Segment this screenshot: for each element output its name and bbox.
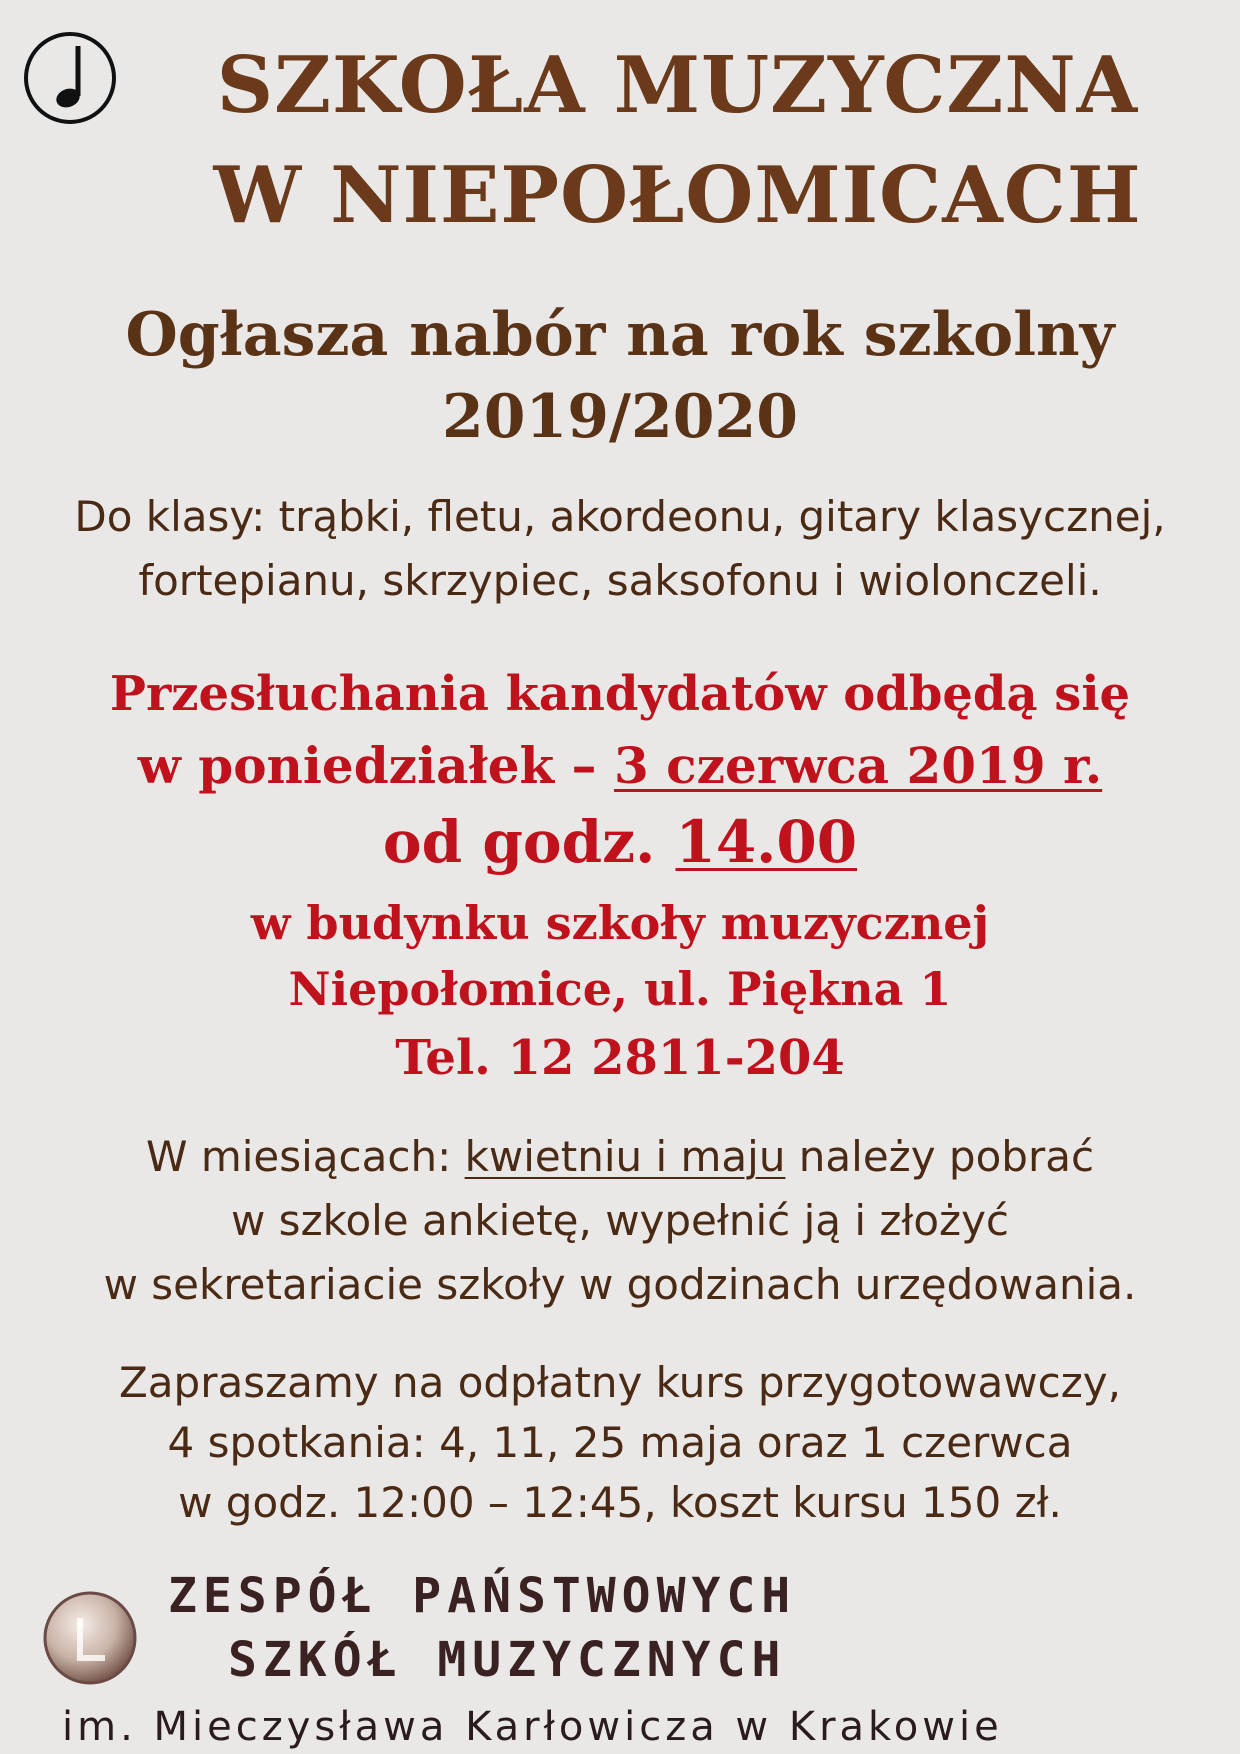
location-line2: Niepołomice, ul. Piękna 1	[288, 962, 952, 1016]
school-title-line1: SZKOŁA MUZYCZNA	[216, 40, 1139, 131]
forms-months: kwietniu i maju	[464, 1132, 786, 1181]
audition-date: 3 czerwca 2019 r.	[613, 736, 1103, 795]
auditions-day: w poniedziałek –	[137, 736, 614, 795]
classes-line1: Do klasy: trąbki, fletu, akordeonu, gitary klasycznej,	[74, 492, 1166, 541]
course-line1: Zapraszamy na odpłatny kurs przygotowawczy,	[119, 1358, 1121, 1407]
school-year: 2019/2020	[442, 382, 798, 452]
phone-number: Tel. 12 2811-204	[395, 1030, 845, 1086]
footer-logo	[18, 1548, 1218, 1754]
auditions-time-line	[0, 808, 1240, 876]
forms-line1	[0, 1132, 1240, 1181]
forms-line2: w szkole ankietę, wypełnić ją i złożyć	[230, 1196, 1010, 1245]
auditions-line2	[0, 736, 1240, 795]
music-note-icon	[20, 28, 120, 128]
time-prefix: od godz.	[382, 808, 676, 876]
course-line2: 4 spotkania: 4, 11, 25 maja oraz 1 czerwca	[167, 1418, 1073, 1467]
audition-time: 14.00	[675, 808, 858, 876]
location-line1: w budynku szkoły muzycznej	[250, 896, 990, 950]
footer-line1: ZESPÓŁ PAŃSTWOWYCH	[168, 1568, 797, 1624]
forms-line3: w sekretariacie szkoły w godzinach urzędowania.	[103, 1260, 1137, 1309]
footer-line3: im. Mieczysława Karłowicza w Krakowie	[62, 1704, 1003, 1750]
footer-line2: SZKÓŁ MUZYCZNYCH	[228, 1632, 787, 1688]
auditions-line1: Przesłuchania kandydatów odbędą się	[109, 666, 1131, 722]
announcement-line1: Ogłasza nabór na rok szkolny	[125, 300, 1115, 370]
forms-suffix: należy pobrać	[785, 1132, 1095, 1181]
forms-prefix: W miesiącach:	[145, 1132, 465, 1181]
school-emblem-icon	[40, 1588, 140, 1688]
course-line3: w godz. 12:00 – 12:45, koszt kursu 150 zł.	[178, 1478, 1062, 1527]
classes-line2: fortepianu, skrzypiec, saksofonu i wiolonczeli.	[138, 556, 1102, 605]
school-title-line2: W NIEPOŁOMICACH	[213, 150, 1142, 241]
